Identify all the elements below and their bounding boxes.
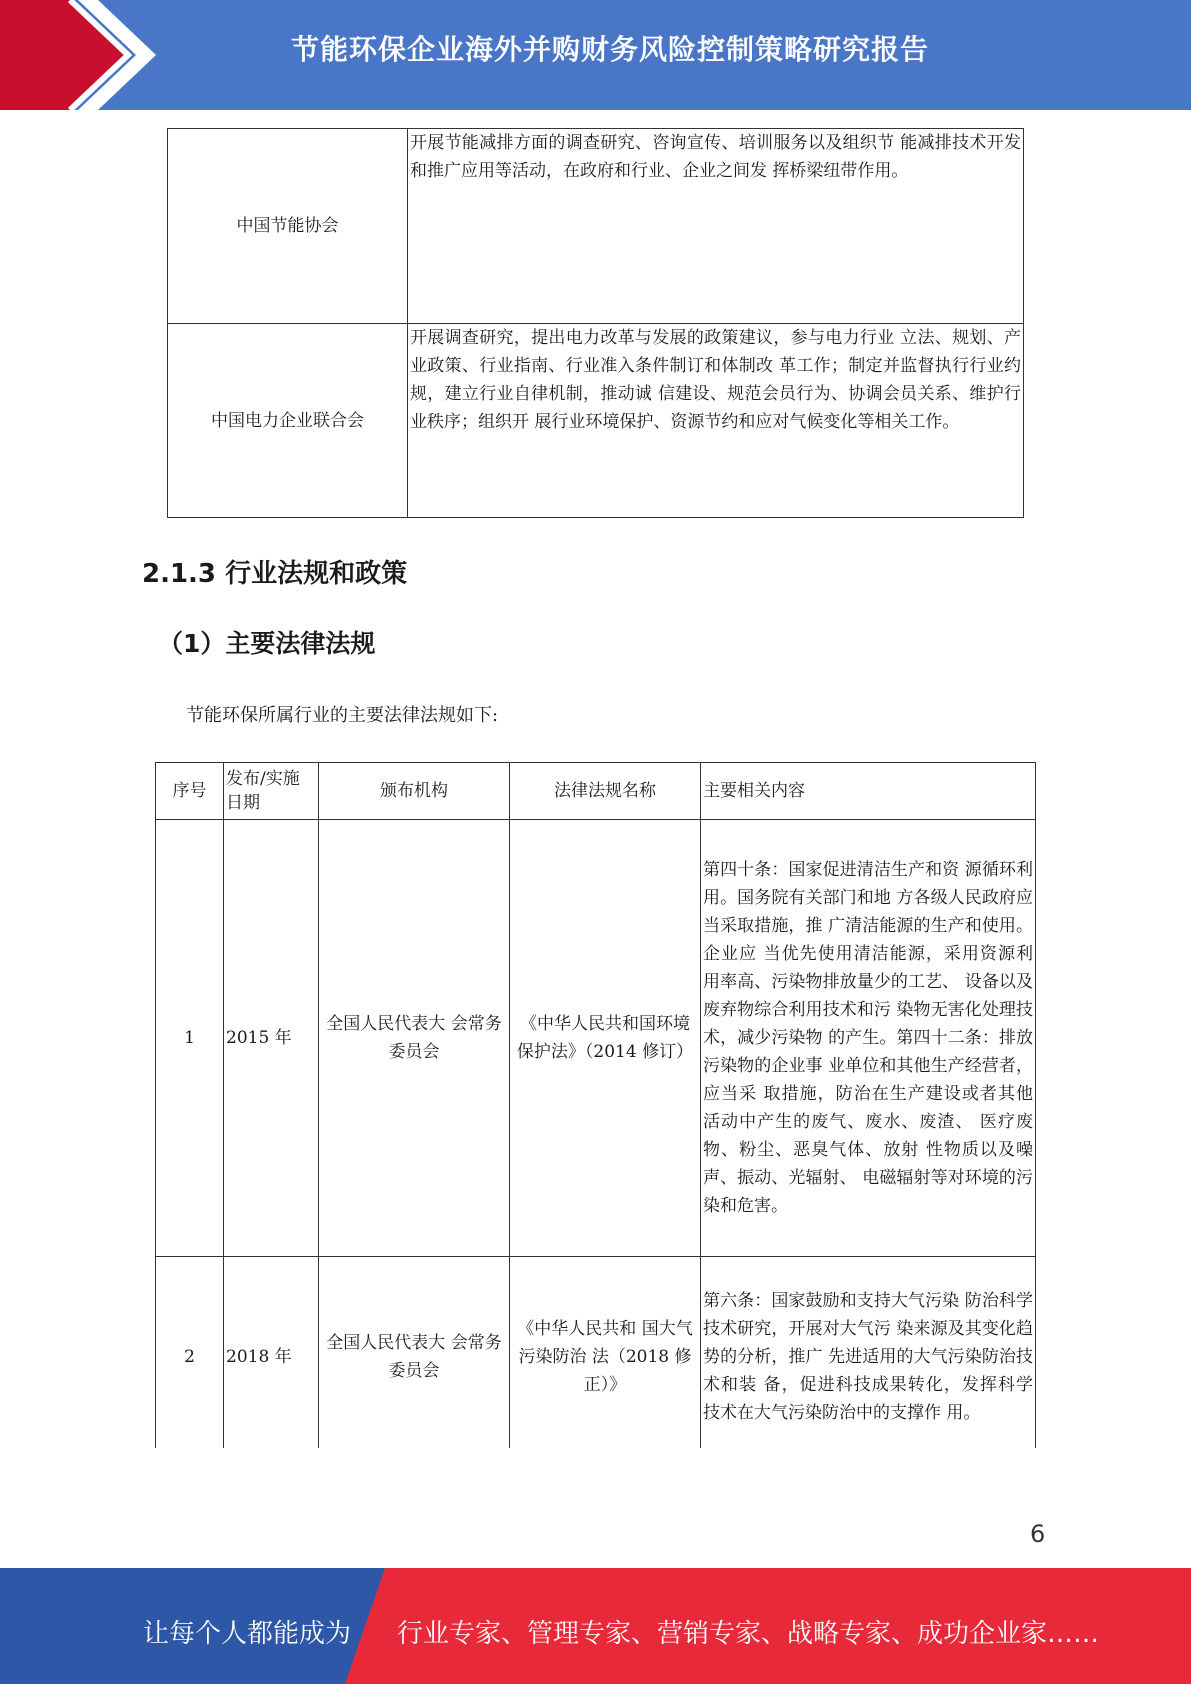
section-heading: 2.1.3 行业法规和政策 [142,559,408,589]
header-seq: 序号 [156,763,224,820]
row-org: 全国人民代表大 会常务委员会 [319,820,510,1257]
subsection-heading: （1）主要法律法规 [158,629,376,658]
footer-slogan-left: 让每个人都能成为 [143,1619,352,1649]
row-law: 《中华人民共和国环境保护法》（2014 修订） [510,820,701,1257]
table-row [156,820,1036,1257]
page-number: 6 [1030,1520,1046,1548]
table-header-row [156,763,1036,820]
association-description: 开展调查研究，提出电力改革与发展的政策建议，参与电力行业 立法、规划、产业政策、行业指南、行业准入条件制订和体制改 革工作；制定并监督执行行业约规，建立行业自律机制，推动诚 信建设、规范会员行为、协调会员关系、维护行业秩序；组织开 展行业环境保护、资源节约和应对气候变化等相关工作。 [408,324,1024,518]
table-row [168,129,1024,324]
association-description: 开展节能减排方面的调查研究、咨询宣传、培训服务以及组织节 能减排技术开发和推广应用等活动，在政府和行业、企业之间发 挥桥梁纽带作用。 [408,129,1024,324]
header-content: 主要相关内容 [701,763,1036,820]
row-date: 2015 年 [224,820,319,1257]
row-org: 全国人民代表大 会常务委员会 [319,1257,510,1457]
footer-slogan-right: 行业专家、管理专家、营销专家、战略专家、成功企业家…… [397,1619,1100,1649]
report-title: 节能环保企业海外并购财务风险控制策略研究报告 [290,33,929,66]
table-row [156,1257,1036,1457]
row-content: 第四十条：国家促进清洁生产和资 源循环利用。国务院有关部门和地 方各级人民政府应当采取措施，推 广清洁能源的生产和使用。企业应 当优先使用清洁能源，采用资源利 用率高、污染物排放量少的工艺、 设备以及废弃物综合利用技术和污 染物无害化处理技术，减少污染物 的产生。第四十二条：排放污染物的企业事 业单位和其他生产经营者，应当采 取措施，防治在生产建设或者其他 活动中产生的废气、废水、废渣、 医疗废物、粉尘、恶臭气体、放射 性物质以及噪声、振动、光辐射、 电磁辐射等对环境的污染和危害。 [701,820,1036,1257]
association-name: 中国节能协会 [168,129,408,324]
association-name: 中国电力企业联合会 [168,324,408,518]
header-org: 颁布机构 [319,763,510,820]
header-arrow-decoration [0,0,160,110]
row-content: 第六条：国家鼓励和支持大气污染 防治科学技术研究，开展对大气污 染来源及其变化趋势的分析，推广 先进适用的大气污染防治技术和装 备，促进科技成果转化，发挥科学 技术在大气污染防治中的支撑作 用。 [701,1257,1036,1457]
laws-table [155,762,1036,1457]
row-seq: 2 [156,1257,224,1457]
intro-paragraph: 节能环保所属行业的主要法律法规如下: [186,705,499,726]
association-table [167,128,1024,518]
header-law: 法律法规名称 [510,763,701,820]
row-law: 《中华人民共和 国大气污染防治 法（2018 修正）》 [510,1257,701,1457]
table-row [168,324,1024,518]
table-page-break-mask [150,1448,1050,1508]
row-seq: 1 [156,820,224,1257]
page-header [0,0,1191,110]
row-date: 2018 年 [224,1257,319,1457]
header-date: 发布/实施日期 [224,763,319,820]
